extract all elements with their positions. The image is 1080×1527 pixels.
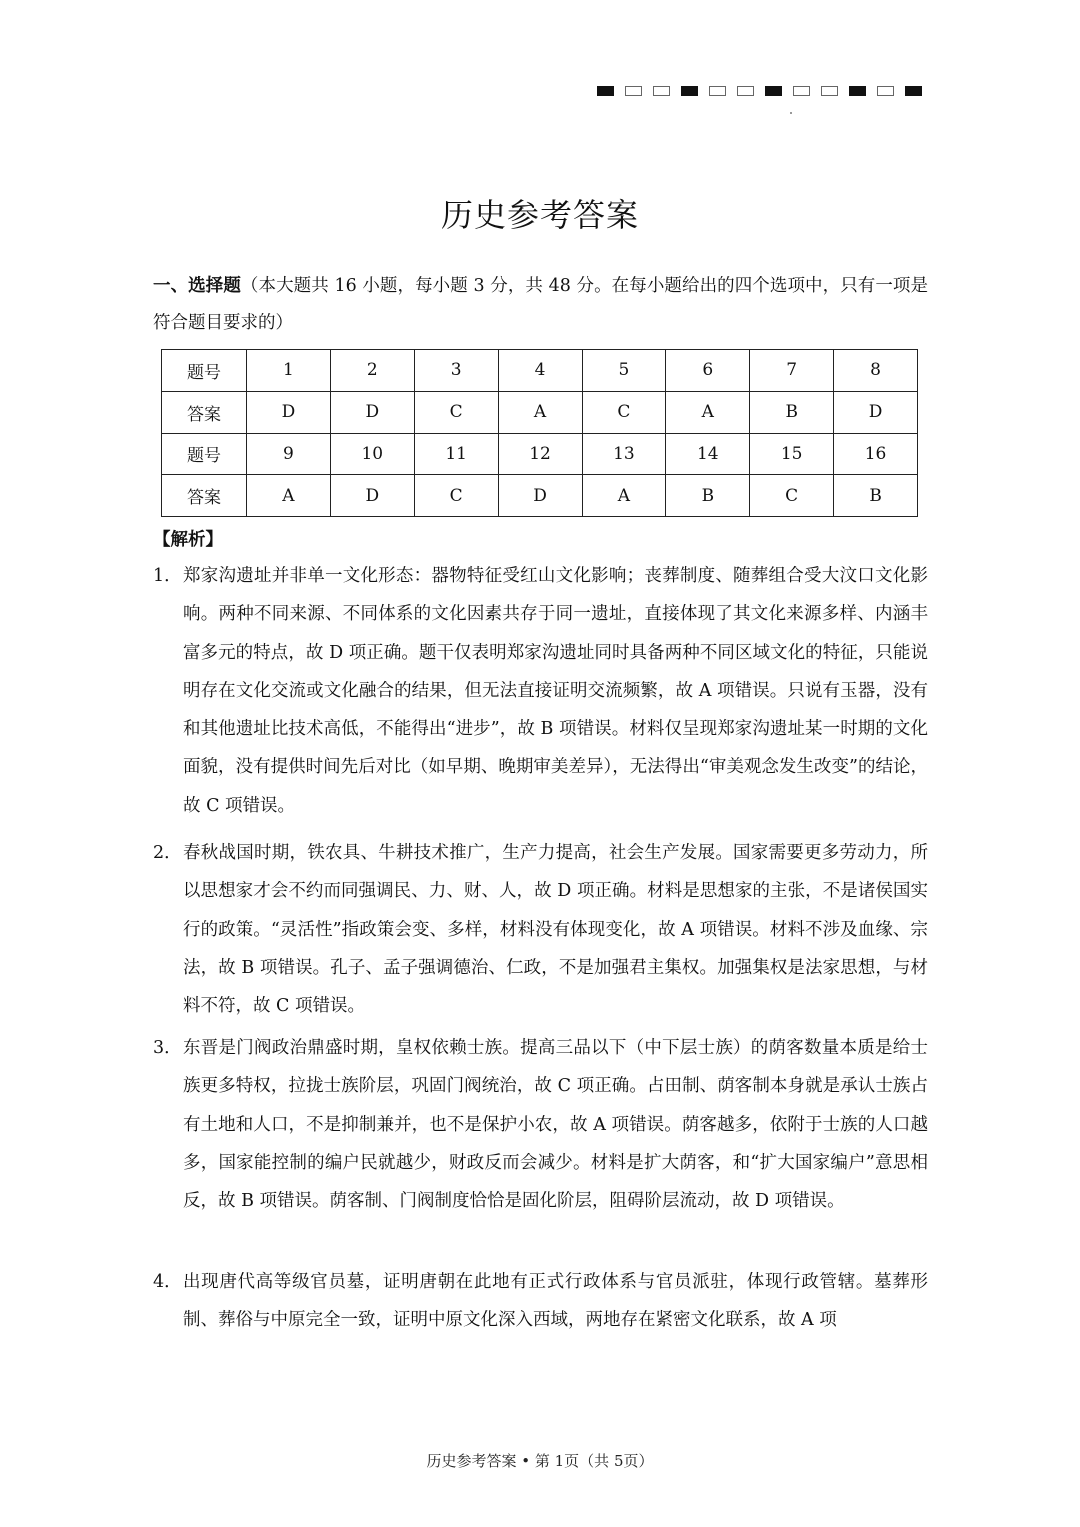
table-cell: 7 [750, 350, 834, 392]
header-marks [597, 86, 927, 98]
table-cell: 6 [666, 350, 750, 392]
table-cell: 11 [414, 433, 498, 475]
hollow-square-mark [793, 86, 810, 96]
filled-square-mark [905, 86, 922, 96]
analysis-num: 4． [153, 1272, 182, 1292]
table-cell: A [666, 391, 750, 433]
table-cell: D [834, 391, 918, 433]
table-cell: A [247, 475, 331, 517]
analysis-text: 春秋战国时期，铁农具、牛耕技术推广，生产力提高，社会生产发展。国家需要更多劳动力，所以思想家才会不约而同强调民、力、财、人，故 D 项正确。材料是思想家的主张，不是诸侯国实行的政策。“灵活性”指政策会变、多样，材料没有体现变化，故 A 项错误。材料不涉及血缘、宗法，故 B 项错误。孔子、孟子强调德治、仁政，不是加强君主集权。加强集权是法家思想，与材料不符，故 C 项错误。 [183, 843, 928, 1017]
analysis-num: 1． [153, 566, 182, 586]
analysis-num: 2． [153, 843, 182, 863]
table-cell: 16 [834, 433, 918, 475]
analysis-text: 东晋是门阀政治鼎盛时期，皇权依赖士族。提高三品以下（中下层士族）的荫客数量本质是给士族更多特权，拉拢士族阶层，巩固门阀统治，故 C 项正确。占田制、荫客制本身就是承认士族占有土地和人口，不是抑制兼并，也不是保护小农，故 A 项错误。荫客越多，依附于士族的人口越多，国家能控制的编户民就越少，财政反而会减少。材料是扩大荫客，和“扩大国家编户”意思相反，故 B 项错误。荫客制、门阀制度恰恰是固化阶层，阻碍阶层流动，故 D 项错误。 [183, 1038, 928, 1212]
analysis-text: 郑家沟遗址并非单一文化形态：器物特征受红山文化影响；丧葬制度、随葬组合受大汶口文化影响。两种不同来源、不同体系的文化因素共存于同一遗址，直接体现了其文化来源多样、内涵丰富多元的特点，故 D 项正确。题干仅表明郑家沟遗址同时具备两种不同区域文化的特征，只能说明存在文化交流或文化融合的结果，但无法直接证明交流频繁，故 A 项错误。只说有玉器，没有和其他遗址比技术高低，不能得出“进步”，故 B 项错误。材料仅呈现郑家沟遗址某一时期的文化面貌，没有提供时间先后对比（如早期、晚期审美差异），无法得出“审美观念发生改变”的结论，故 C 项错误。 [183, 566, 928, 816]
table-cell: A [498, 391, 582, 433]
table-cell: 4 [498, 350, 582, 392]
analysis-item-4 [153, 1263, 928, 1340]
table-cell: D [330, 391, 414, 433]
analysis-label: 【解析】 [153, 530, 223, 550]
analysis-text: 出现唐代高等级官员墓，证明唐朝在此地有正式行政体系与官员派驻，体现行政管辖。墓葬形制、葬俗与中原完全一致，证明中原文化深入西域，两地存在紧密文化联系，故 A 项 [183, 1272, 928, 1331]
table-cell: 10 [330, 433, 414, 475]
table-cell: 14 [666, 433, 750, 475]
analysis-item-2 [153, 834, 928, 1025]
analysis-num: 3． [153, 1038, 182, 1058]
table-row [162, 475, 918, 517]
scan-dot [790, 112, 792, 114]
table-cell: B [834, 475, 918, 517]
table-row [162, 350, 918, 392]
table-cell: B [666, 475, 750, 517]
table-cell: C [582, 391, 666, 433]
row-header: 题号 [162, 433, 247, 475]
table-cell: 13 [582, 433, 666, 475]
filled-square-mark [597, 86, 614, 96]
table-cell: D [498, 475, 582, 517]
page-title: 历史参考答案 [440, 196, 639, 234]
table-cell: 1 [247, 350, 331, 392]
table-cell: C [414, 475, 498, 517]
table-cell: D [330, 475, 414, 517]
filled-square-mark [765, 86, 782, 96]
table-cell: 15 [750, 433, 834, 475]
hollow-square-mark [653, 86, 670, 96]
row-header: 答案 [162, 475, 247, 517]
filled-square-mark [681, 86, 698, 96]
answer-table [161, 349, 918, 517]
analysis-item-3 [153, 1029, 928, 1220]
table-cell: 8 [834, 350, 918, 392]
hollow-square-mark [737, 86, 754, 96]
hollow-square-mark [877, 86, 894, 96]
table-cell: C [750, 475, 834, 517]
table-cell: D [247, 391, 331, 433]
row-header: 题号 [162, 350, 247, 392]
section-instructions [153, 268, 928, 342]
table-cell: C [414, 391, 498, 433]
table-row [162, 433, 918, 475]
hollow-square-mark [821, 86, 838, 96]
table-cell: 2 [330, 350, 414, 392]
hollow-square-mark [625, 86, 642, 96]
table-cell: A [582, 475, 666, 517]
table-cell: 3 [414, 350, 498, 392]
table-cell: B [750, 391, 834, 433]
analysis-item-1 [153, 557, 928, 825]
section-label: 一、选择题 [153, 276, 241, 296]
row-header: 答案 [162, 391, 247, 433]
table-cell: 5 [582, 350, 666, 392]
filled-square-mark [849, 86, 866, 96]
page-footer: 历史参考答案 • 第 1页（共 5页） [426, 1452, 654, 1470]
section-desc: （本大题共 16 小题，每小题 3 分，共 48 分。在每小题给出的四个选项中，只有一项是符合题目要求的） [153, 276, 929, 333]
table-cell: 12 [498, 433, 582, 475]
table-row [162, 391, 918, 433]
hollow-square-mark [709, 86, 726, 96]
table-cell: 9 [247, 433, 331, 475]
